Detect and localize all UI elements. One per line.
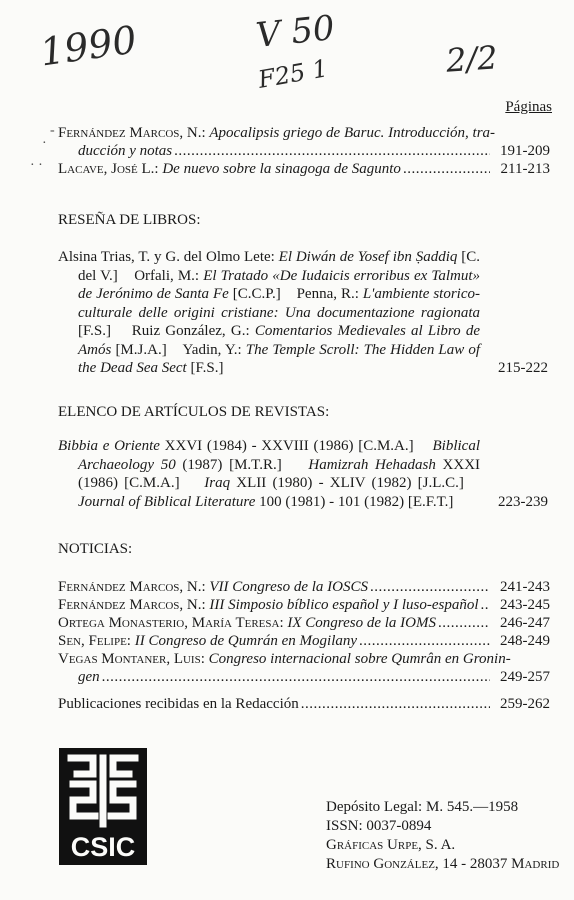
news-title: IX Congreso de la IOMS [287,615,436,631]
entry-title: Apocalipsis griego de Baruc. Introducción, tra- [209,125,496,141]
leader-dots [370,578,490,596]
news-author: Fernández Marcos, N.: [58,579,206,595]
printer-address: Rufino González, 14 - 28037 Madrid [326,856,560,872]
section-heading-reviews: RESEÑA DE LIBROS: [58,212,201,228]
imprint-block [326,798,559,874]
entry-pages: 211-213 [500,161,550,177]
printer-name: Gráficas Urpe, S. A. [326,837,456,853]
margin-mark: · [42,136,47,151]
review-reviewer: [F.S.] [190,360,224,376]
journals-paragraph [58,437,550,511]
review-title: El Diwán de Yosef ibn Ṣaddiq [278,249,458,265]
toc-entry-baruc [58,124,550,160]
publications-label: Publicaciones recibidas en la Redacción [58,696,299,712]
pages-column-header: Páginas [505,99,552,115]
news-entry [58,632,550,650]
news-title: III Simposio bíblico español y I luso-español [209,597,479,613]
review-author: Alsina Trias, T. y G. del Olmo Lete: [58,249,275,265]
news-author: Sen, Felipe: [58,633,131,649]
review-title: L'ambiente storico-culturale delle origini cristiane: Una documentazione ragionata [78,286,481,321]
handwritten-year: 1990 [37,17,140,75]
journal-title: Iraq [204,475,231,491]
review-reviewer: [F.S.] [78,323,111,339]
journal-detail: XXVI (1984) - XXVIII (1986) [C.M.A.] [164,438,414,454]
news-entry [58,578,550,596]
entry-title-cont: ducción y notas [78,143,173,159]
entry-author: Fernández Marcos, N.: [58,125,206,141]
review-reviewer: [C.C.P.] [232,286,281,302]
leader-dots [359,632,490,650]
toc-entry-sagunto [58,160,550,178]
section-heading-news: NOTICIAS: [58,541,133,557]
news-author: Fernández Marcos, N.: [58,597,206,613]
leader-dots [174,142,490,160]
publications-pages: 259-262 [500,696,550,712]
csic-emblem-icon [59,748,147,865]
news-title: II Congreso de Qumrán en Mogilany [134,633,358,649]
journal-detail: XXXI (1986) [C.M.A.] [78,456,481,491]
reviews-pages: 215-222 [498,360,548,376]
news-pages: 241-243 [500,579,550,595]
review-author: Orfali, M.: [134,267,200,284]
margin-mark: · · [30,158,43,173]
leader-dots [301,695,490,713]
margin-mark: - [50,123,55,138]
news-pages: 248-249 [500,633,550,649]
journal-title: Hamizrah Hehadash [308,456,436,473]
journals-pages: 223-239 [498,493,548,510]
journal-detail: 100 (1981) - 101 (1982) [E.F.T.] [259,493,454,510]
review-reviewer: [M.J.A.] [115,341,167,358]
news-author: Vegas Montaner, Luis: [58,651,205,667]
entry-author: Lacave, José L.: [58,161,159,177]
deposito-legal: Depósito Legal: M. 545.—1958 [326,799,519,815]
journal-detail: XLII (1980) - XLIV (1982) [J.L.C.] [236,475,464,491]
journal-detail: (1987) [M.T.R.] [182,456,282,473]
review-author: Ruiz González, G.: [131,323,250,339]
news-entry [58,614,550,632]
news-entry [58,650,550,686]
journal-title: Biblical Archaeology 50 [78,438,481,473]
news-title: VII Congreso de la IOSCS [209,579,368,595]
news-author: Ortega Monasterio, María Teresa: [58,615,284,631]
leader-dots [403,160,490,178]
reviews-paragraph [58,248,550,378]
leader-dots [102,668,490,686]
review-author: Yadin, Y.: [182,341,242,358]
news-pages: 249-257 [500,669,550,685]
entry-pages: 191-209 [500,143,550,159]
publications-entry [58,695,550,713]
section-heading-journals: ELENCO DE ARTÍCULOS DE REVISTAS: [58,404,330,420]
handwritten-shelf: F25 1 [256,54,330,94]
entry-title: De nuevo sobre la sinagoga de Sagunto [162,161,401,177]
review-title: El Tratado «De Iudaicis erroribus ex Talmut» de Jerónimo de Santa Fe [78,267,481,302]
leader-dots [481,596,490,614]
review-title: Comentarios Medievales al Libro de Amós [78,323,481,358]
journal-title: Journal of Biblical Literature [78,493,256,510]
news-pages: 243-245 [500,597,550,613]
logo-text: CSIC [70,832,136,862]
news-title: Congreso internacional sobre Qumrân en Gronin- [208,651,511,667]
review-title: The Temple Scroll: The Hidden Law of the Dead Sea Sect [78,341,481,376]
csic-logo [59,748,147,865]
news-entry [58,596,550,614]
news-pages: 246-247 [500,615,550,631]
news-title-cont: gen [78,669,100,685]
issn: ISSN: 0037-0894 [326,818,432,834]
review-author: Penna, R.: [296,286,359,302]
handwritten-fraction: 2/2 [444,38,499,80]
handwritten-code: V 50 [254,8,337,56]
review-reviewer: [C. del V.] [78,249,480,284]
journal-title: Bibbia e Oriente [58,438,160,454]
leader-dots [438,614,490,632]
